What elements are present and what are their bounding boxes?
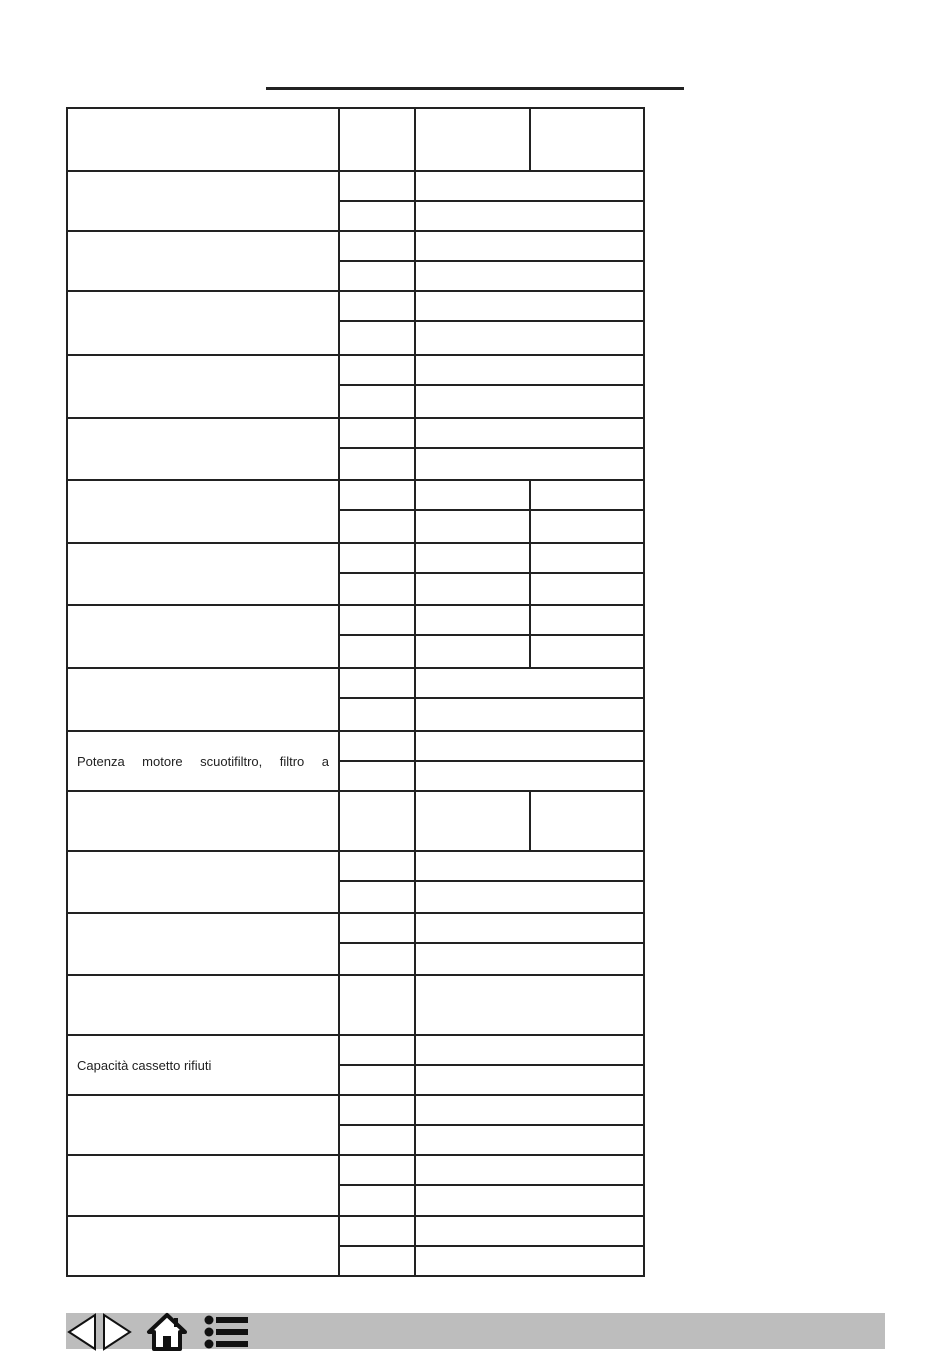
table-cell xyxy=(415,761,644,791)
table-cell xyxy=(339,791,415,851)
table-cell xyxy=(530,543,644,573)
table-cell xyxy=(530,791,644,851)
table-row xyxy=(67,668,644,698)
table-row xyxy=(67,480,644,510)
table-cell xyxy=(339,418,415,448)
table-cell xyxy=(415,291,644,321)
technical-data-table xyxy=(66,107,645,1277)
table-cell xyxy=(415,943,644,975)
table-cell xyxy=(339,1185,415,1216)
table-cell xyxy=(339,761,415,791)
table-cell xyxy=(339,321,415,355)
table-cell xyxy=(339,355,415,385)
table-cell xyxy=(339,1216,415,1246)
row-label xyxy=(67,668,339,731)
table-cell xyxy=(415,385,644,418)
table-cell xyxy=(415,1155,644,1185)
table-cell xyxy=(339,448,415,480)
row-label xyxy=(67,851,339,913)
table-cell xyxy=(339,605,415,635)
table-cell xyxy=(415,543,530,573)
table-row xyxy=(67,913,644,943)
table-cell xyxy=(339,1065,415,1095)
table-cell xyxy=(339,171,415,201)
row-label-text: Capacità cassetto rifiuti xyxy=(77,1057,212,1073)
table-cell xyxy=(339,291,415,321)
table-cell xyxy=(339,385,415,418)
row-label xyxy=(67,913,339,975)
table-cell xyxy=(415,1185,644,1216)
table-cell xyxy=(415,1216,644,1246)
table-cell xyxy=(415,321,644,355)
table-cell xyxy=(415,573,530,605)
table-cell xyxy=(339,913,415,943)
table-header-row xyxy=(67,108,644,171)
table-cell xyxy=(415,635,530,668)
row-label xyxy=(67,1155,339,1216)
table-row xyxy=(67,731,644,761)
table-cell xyxy=(415,1095,644,1125)
table-cell xyxy=(415,1246,644,1276)
table-cell xyxy=(415,231,644,261)
table-row xyxy=(67,1155,644,1185)
table-cell xyxy=(415,975,644,1035)
row-label xyxy=(67,605,339,668)
row-label xyxy=(67,731,339,791)
table-cell xyxy=(339,231,415,261)
table-cell xyxy=(339,731,415,761)
forward-arrow-icon[interactable] xyxy=(101,1312,133,1352)
table-cell xyxy=(415,201,644,231)
table-cell xyxy=(415,698,644,731)
table-cell xyxy=(530,605,644,635)
table-cell xyxy=(339,1155,415,1185)
index-list-icon[interactable] xyxy=(202,1312,250,1352)
table-row xyxy=(67,418,644,448)
row-label xyxy=(67,291,339,355)
table-cell xyxy=(415,851,644,881)
table-cell xyxy=(415,731,644,761)
table-cell xyxy=(415,171,644,201)
table-cell xyxy=(339,881,415,913)
row-label xyxy=(67,171,339,231)
row-label xyxy=(67,791,339,851)
footer-bar xyxy=(66,1313,885,1349)
table-cell xyxy=(415,605,530,635)
table-cell xyxy=(339,975,415,1035)
row-label xyxy=(67,543,339,605)
table-cell xyxy=(415,510,530,543)
table-cell xyxy=(339,1035,415,1065)
table-cell xyxy=(339,698,415,731)
row-label xyxy=(67,231,339,291)
table-cell xyxy=(339,201,415,231)
table-cell xyxy=(530,510,644,543)
table-cell xyxy=(339,261,415,291)
row-label xyxy=(67,1095,339,1155)
row-label xyxy=(67,1035,339,1095)
table-cell xyxy=(339,851,415,881)
row-label xyxy=(67,480,339,543)
table-row xyxy=(67,543,644,573)
table-cell xyxy=(530,108,644,171)
row-label xyxy=(67,975,339,1035)
table-cell xyxy=(415,1125,644,1155)
table-row xyxy=(67,791,644,851)
table-cell xyxy=(339,1246,415,1276)
table-cell xyxy=(415,791,530,851)
table-row xyxy=(67,355,644,385)
home-icon[interactable] xyxy=(146,1312,188,1352)
table-cell xyxy=(339,573,415,605)
back-arrow-icon[interactable] xyxy=(66,1312,98,1352)
table-cell xyxy=(415,448,644,480)
row-label xyxy=(67,355,339,418)
table-cell xyxy=(415,1065,644,1095)
table-row xyxy=(67,975,644,1035)
title-underline xyxy=(266,87,684,90)
table-cell xyxy=(339,543,415,573)
row-label-text: Potenza motore scuotifiltro, filtro a xyxy=(77,753,329,769)
table-cell xyxy=(339,510,415,543)
table-cell xyxy=(415,881,644,913)
table-cell xyxy=(339,1125,415,1155)
table-cell xyxy=(415,355,644,385)
table-cell xyxy=(339,668,415,698)
table-cell xyxy=(415,108,530,171)
table-row xyxy=(67,1035,644,1065)
table-row xyxy=(67,291,644,321)
table-cell xyxy=(415,261,644,291)
table-row xyxy=(67,1216,644,1246)
table-row xyxy=(67,851,644,881)
table-cell xyxy=(415,913,644,943)
row-label xyxy=(67,1216,339,1276)
table-cell xyxy=(530,635,644,668)
table-cell xyxy=(339,943,415,975)
table-row xyxy=(67,171,644,201)
table-cell xyxy=(415,1035,644,1065)
table-cell xyxy=(530,573,644,605)
table-cell xyxy=(415,480,530,510)
table-cell xyxy=(415,668,644,698)
table-row xyxy=(67,1095,644,1125)
table-cell xyxy=(339,1095,415,1125)
row-label xyxy=(67,418,339,480)
table-cell xyxy=(67,108,339,171)
table-row xyxy=(67,231,644,261)
table-row xyxy=(67,605,644,635)
table-cell xyxy=(530,480,644,510)
table-cell xyxy=(339,635,415,668)
table-cell xyxy=(339,480,415,510)
table-cell xyxy=(415,418,644,448)
table-cell xyxy=(339,108,415,171)
